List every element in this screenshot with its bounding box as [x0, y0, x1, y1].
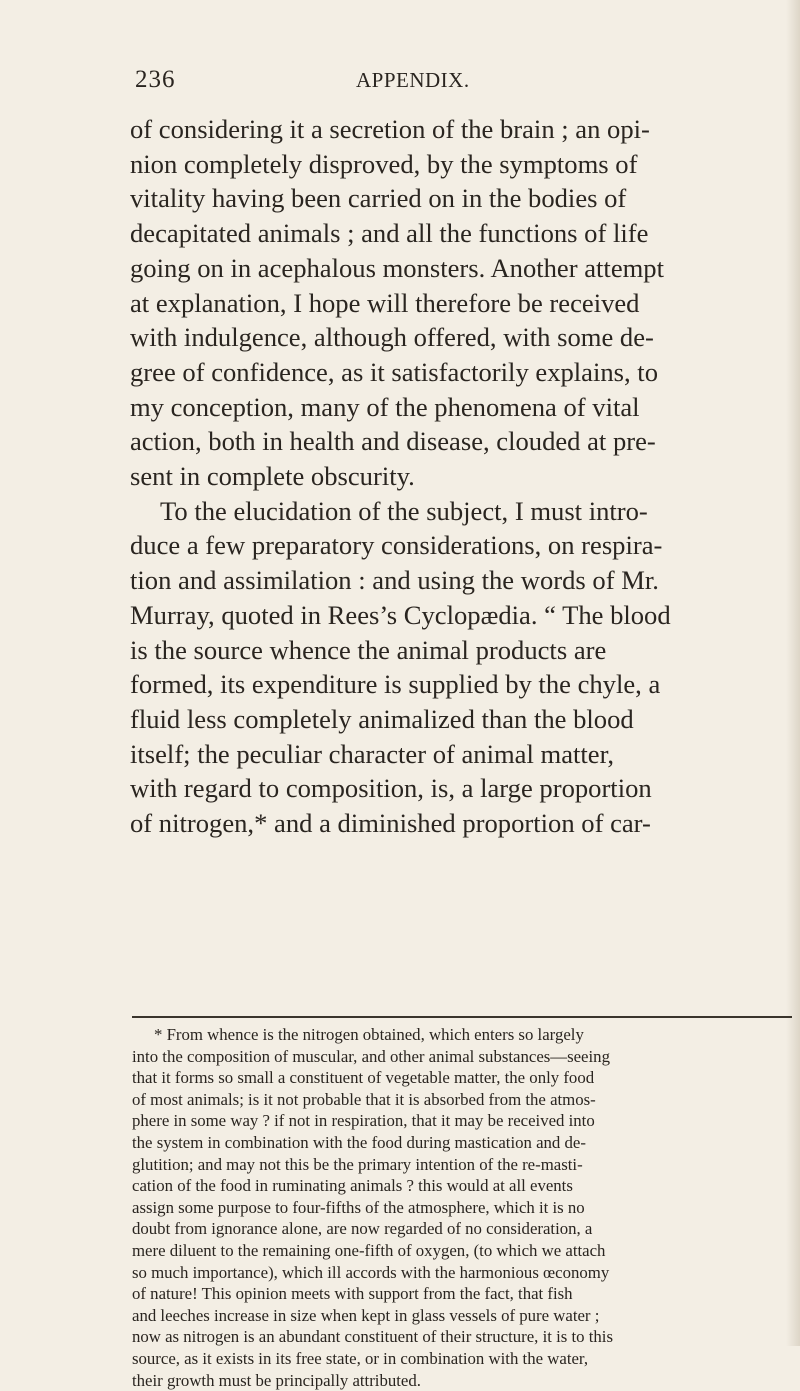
body-line: of considering it a secretion of the brain ; an opi- — [130, 112, 798, 147]
paragraph-start-line: To the elucidation of the subject, I must intro- — [130, 494, 798, 529]
footnote-line: their growth must be principally attributed. — [132, 1370, 792, 1391]
body-line: my conception, many of the phenomena of vital — [130, 390, 798, 425]
body-line: gree of confidence, as it satisfactorily explains, to — [130, 355, 798, 390]
body-line: nion completely disproved, by the symptoms of — [130, 147, 798, 182]
footnote-line: source, as it exists in its free state, or in combination with the water, — [132, 1348, 792, 1370]
running-head: APPENDIX. — [356, 68, 470, 93]
body-line: itself; the peculiar character of animal matter, — [130, 737, 798, 772]
footnote-line: now as nitrogen is an abundant constituent of their structure, it is to this — [132, 1326, 792, 1348]
footnote — [132, 1024, 792, 1391]
footnote-line: of most animals; is it not probable that it is absorbed from the atmos- — [132, 1089, 792, 1111]
footnote-line: that it forms so small a constituent of vegetable matter, the only food — [132, 1067, 792, 1089]
footnote-line: of nature! This opinion meets with support from the fact, that fish — [132, 1283, 792, 1305]
footnote-line: mere diluent to the remaining one-fifth of oxygen, (to which we attach — [132, 1240, 792, 1262]
footnote-separator — [132, 1016, 792, 1018]
body-line: duce a few preparatory considerations, on respira- — [130, 528, 798, 563]
footnote-line: assign some purpose to four-fifths of the atmosphere, which it is no — [132, 1197, 792, 1219]
body-line: formed, its expenditure is supplied by the chyle, a — [130, 667, 798, 702]
footnote-line: doubt from ignorance alone, are now regarded of no consideration, a — [132, 1218, 792, 1240]
body-line: going on in acephalous monsters. Another attempt — [130, 251, 798, 286]
footnote-line: cation of the food in ruminating animals ? this would at all events — [132, 1175, 792, 1197]
footnote-line: phere in some way ? if not in respiration, that it may be received into — [132, 1110, 792, 1132]
footnote-line: into the composition of muscular, and other animal substances—seeing — [132, 1046, 792, 1068]
footnote-line: glutition; and may not this be the primary intention of the re-masti- — [132, 1154, 792, 1176]
body-line: of nitrogen,* and a diminished proportion of car- — [130, 806, 798, 841]
body-line: Murray, quoted in Rees’s Cyclopædia. “ The blood — [130, 598, 798, 633]
page-header — [120, 66, 688, 96]
body-line: vitality having been carried on in the bodies of — [130, 181, 798, 216]
body-text — [130, 112, 798, 841]
body-line: decapitated animals ; and all the functions of life — [130, 216, 798, 251]
body-line: with regard to composition, is, a large proportion — [130, 771, 798, 806]
body-line: at explanation, I hope will therefore be received — [130, 286, 798, 321]
body-line: with indulgence, although offered, with some de- — [130, 320, 798, 355]
body-line: fluid less completely animalized than the blood — [130, 702, 798, 737]
page-number: 236 — [135, 66, 176, 94]
body-line: is the source whence the animal products are — [130, 633, 798, 668]
footnote-line: the system in combination with the food during mastication and de- — [132, 1132, 792, 1154]
footnote-line: and leeches increase in size when kept in glass vessels of pure water ; — [132, 1305, 792, 1327]
body-line: action, both in health and disease, clouded at pre- — [130, 424, 798, 459]
footnote-line: so much importance), which ill accords with the harmonious œconomy — [132, 1262, 792, 1284]
body-line: tion and assimilation : and using the words of Mr. — [130, 563, 798, 598]
body-line: sent in complete obscurity. — [130, 459, 798, 494]
footnote-line: * From whence is the nitrogen obtained, which enters so largely — [132, 1024, 792, 1046]
